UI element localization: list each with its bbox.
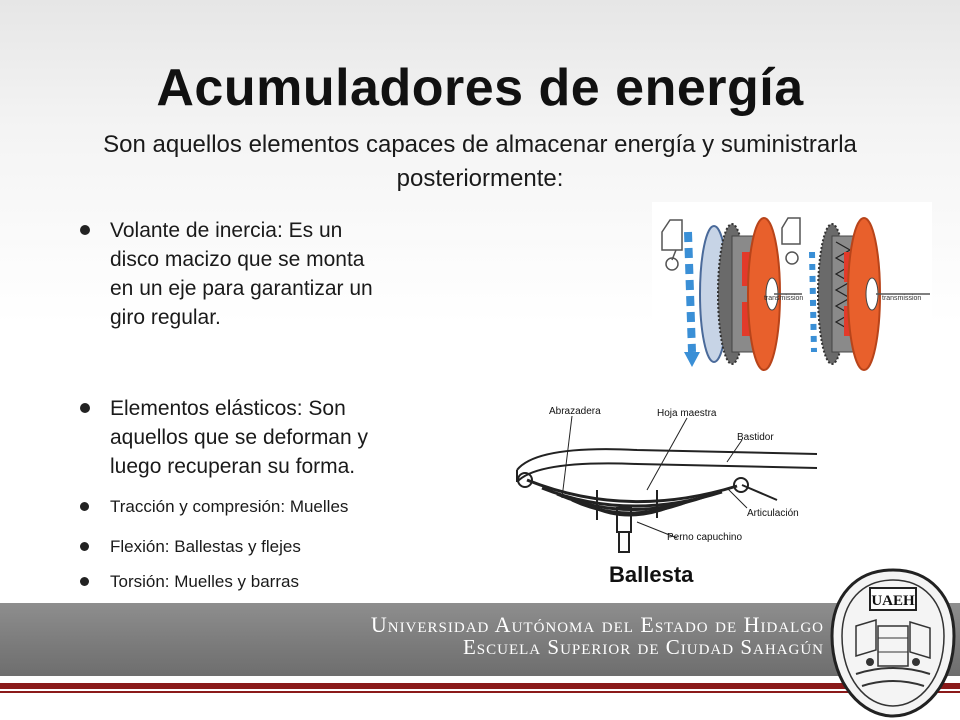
slide-title: Acumuladores de energía: [156, 59, 804, 117]
label-ballesta: Ballesta: [609, 562, 694, 587]
label-bastidor: Bastidor: [737, 432, 774, 443]
bullet-line: luego recuperan su forma.: [110, 455, 356, 478]
bullet-line: Volante de inercia: Es un: [110, 219, 343, 242]
bullet-dot: [80, 225, 90, 235]
footer-university: Universidad Autónoma del Estado de Hidalgo: [370, 612, 824, 637]
bullet-line: disco macizo que se monta: [110, 248, 365, 271]
bullet-dot: [80, 403, 90, 413]
slide-subtitle: Son aquellos elementos capaces de almacenar energía y suministrarla posteriormente:: [103, 131, 857, 192]
footer-red-stripe-thin: [0, 691, 960, 693]
flywheel-illustration: [652, 202, 932, 390]
label-abrazadera: Abrazadera: [549, 406, 601, 417]
bullet-dot: [80, 542, 89, 551]
bullet-line: Flexión: Ballestas y flejes: [110, 537, 301, 556]
svg-text:UAEH: UAEH: [871, 593, 915, 609]
bullet-line: Elementos elásticos: Son: [110, 397, 346, 420]
leafspring-illustration: [497, 390, 829, 596]
label-hoja-maestra: Hoja maestra: [657, 408, 717, 419]
bullet-line: giro regular.: [110, 306, 221, 329]
university-emblem-icon: [826, 566, 960, 720]
flywheel-label: transmission: [764, 295, 804, 302]
bullet-line: Torsión: Muelles y barras: [110, 572, 299, 591]
bullet-line: aquellos que se deforman y: [110, 426, 368, 449]
footer-red-stripe: [0, 683, 960, 689]
bullet-line: en un eje para garantizar un: [110, 277, 373, 300]
bullet-dot: [80, 502, 89, 511]
bullet-dot: [80, 577, 89, 586]
label-articulacion: Articulación: [747, 508, 799, 519]
bullet-line: Tracción y compresión: Muelles: [110, 497, 349, 516]
footer-school: Escuela Superior de Ciudad Sahagún: [462, 635, 824, 659]
flywheel-label: transmission: [882, 295, 922, 302]
label-perno: Perno capuchino: [667, 532, 743, 543]
